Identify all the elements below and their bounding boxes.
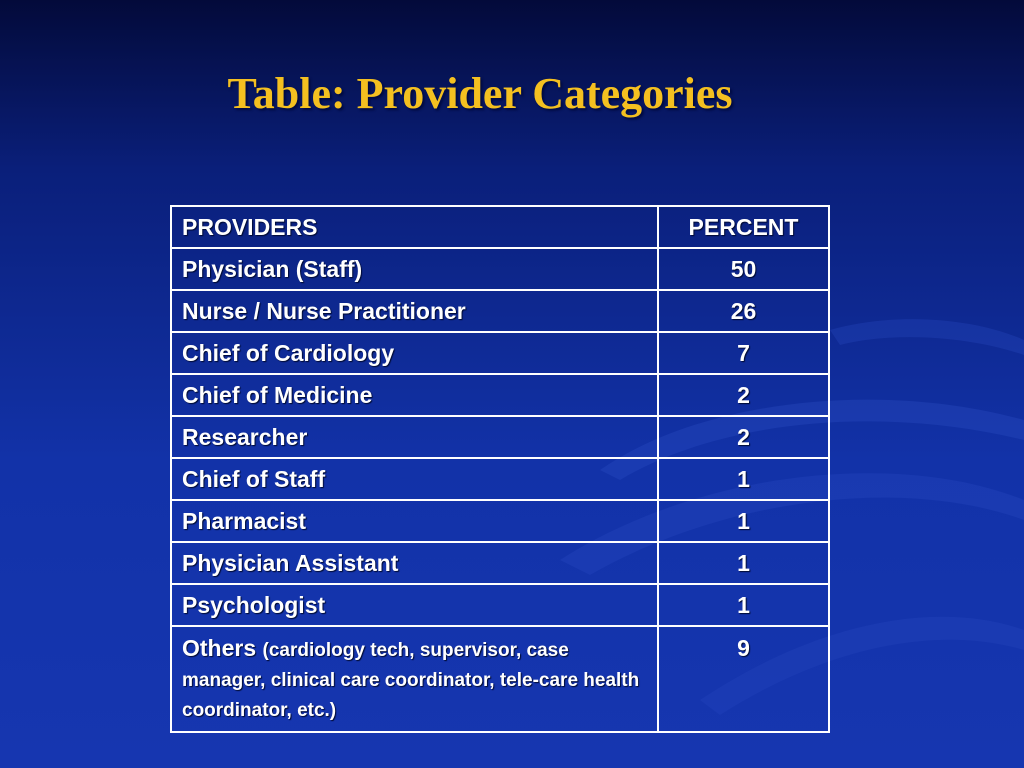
provider-cell: Physician Assistant bbox=[171, 542, 658, 584]
provider-categories-table bbox=[170, 205, 830, 733]
others-percent-cell: 9 bbox=[658, 626, 829, 732]
percent-cell: 1 bbox=[658, 500, 829, 542]
others-detail: (cardiology tech, supervisor, case manager, clinical care coordinator, tele-care health coordinator, etc.) bbox=[182, 640, 640, 721]
provider-cell: Nurse / Nurse Practitioner bbox=[171, 290, 658, 332]
percent-cell: 26 bbox=[658, 290, 829, 332]
percent-cell: 7 bbox=[658, 332, 829, 374]
others-provider-cell bbox=[171, 626, 658, 732]
table-row bbox=[171, 458, 829, 500]
provider-cell: Chief of Cardiology bbox=[171, 332, 658, 374]
table-row bbox=[171, 248, 829, 290]
table-header-row bbox=[171, 206, 829, 248]
table-row bbox=[171, 332, 829, 374]
percent-cell: 1 bbox=[658, 458, 829, 500]
table-row bbox=[171, 500, 829, 542]
provider-cell: Chief of Staff bbox=[171, 458, 658, 500]
table-row bbox=[171, 416, 829, 458]
providers-column-header: PROVIDERS bbox=[171, 206, 658, 248]
others-label: Others bbox=[182, 635, 257, 661]
percent-cell: 1 bbox=[658, 584, 829, 626]
table-row bbox=[171, 290, 829, 332]
provider-cell: Researcher bbox=[171, 416, 658, 458]
table-row bbox=[171, 374, 829, 416]
provider-cell: Psychologist bbox=[171, 584, 658, 626]
percent-cell: 2 bbox=[658, 374, 829, 416]
provider-cell: Physician (Staff) bbox=[171, 248, 658, 290]
percent-cell: 50 bbox=[658, 248, 829, 290]
table-row bbox=[171, 584, 829, 626]
percent-cell: 1 bbox=[658, 542, 829, 584]
provider-cell: Pharmacist bbox=[171, 500, 658, 542]
table-row bbox=[171, 542, 829, 584]
table-row-others bbox=[171, 626, 829, 732]
percent-column-header: PERCENT bbox=[658, 206, 829, 248]
percent-cell: 2 bbox=[658, 416, 829, 458]
slide-title: Table: Provider Categories bbox=[227, 69, 733, 118]
provider-cell: Chief of Medicine bbox=[171, 374, 658, 416]
